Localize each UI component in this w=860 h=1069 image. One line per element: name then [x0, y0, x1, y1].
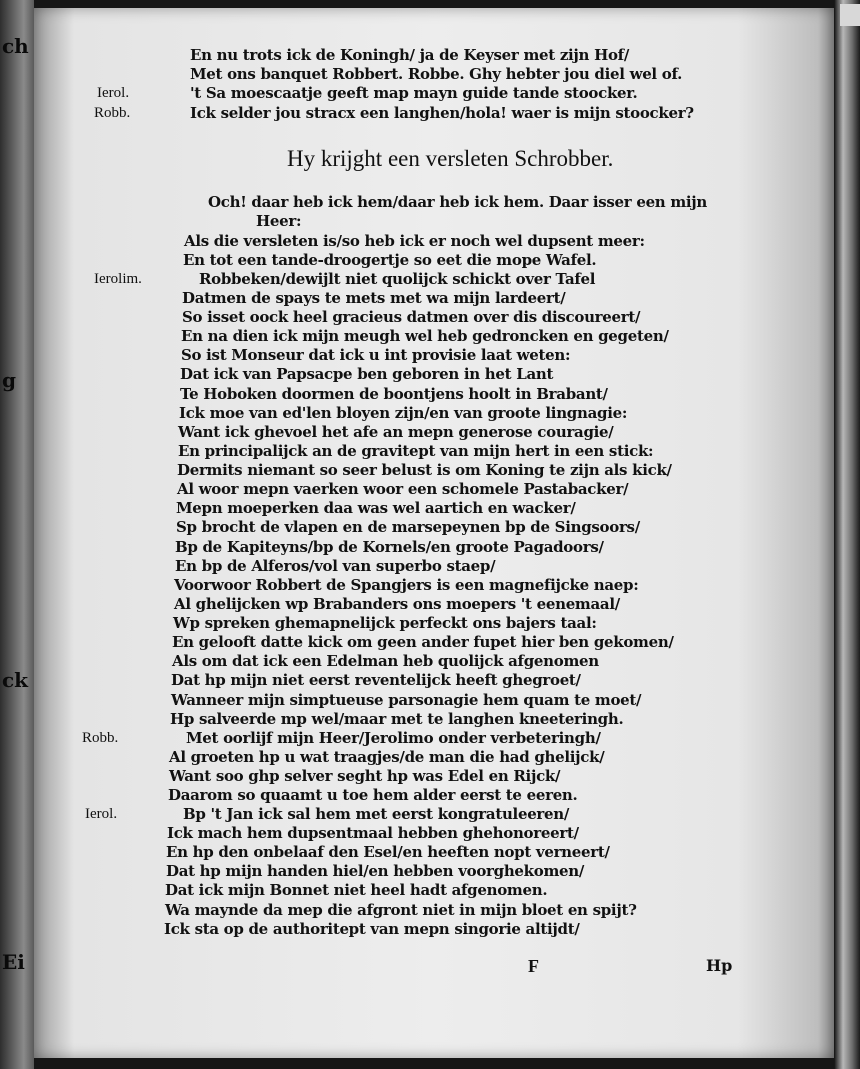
verse-line: Want soo ghp selver seght hp was Edel en Rijck/ [169, 767, 561, 785]
left-page-fragment: Ei [2, 950, 25, 974]
verse-line: Wanneer mijn simptueuse parsonagie hem quam te moet/ [171, 691, 642, 709]
verse-line: Voorwoor Robbert de Spangjers is een magnefijcke naep: [174, 576, 639, 594]
verse-line: So ist Monseur dat ick u int provisie laat weten: [181, 346, 571, 364]
verse-line: Wa maynde da mep die afgront niet in mijn bloet en spijt? [165, 901, 637, 919]
verse-line: Ick moe van ed'len bloyen zijn/en van groote lingnagie: [179, 404, 628, 422]
verse-line: Wp spreken ghemapnelijck perfeckt ons bajers taal: [173, 614, 597, 632]
verse-line: Dat ick mijn Bonnet niet heel hadt afgenomen. [165, 881, 548, 899]
verse-line: Daarom so quaamt u toe hem alder eerst te eeren. [168, 786, 578, 804]
verse-line: Want ick ghevoel het afe an mepn generose couragie/ [178, 423, 614, 441]
verse-line: Al groeten hp u wat traagjes/de man die had ghelijck/ [169, 748, 605, 766]
verse-line: Dat hp mijn handen hiel/en hebben voorghekomen/ [166, 862, 585, 880]
left-page-fragment: ch [2, 34, 29, 58]
verse-line: En tot een tande-droogertje so eet die mope Wafel. [183, 251, 597, 269]
corner-label [840, 4, 860, 26]
verse-line: Robbeken/dewijlt niet quolijck schickt over Tafel [199, 270, 596, 288]
scene-heading: Hy krijght een versleten Schrobber. [287, 146, 614, 171]
verse-line: En principalijck an de gravitept van mijn hert in een stick: [178, 442, 654, 460]
verse-line: En na dien ick mijn meugh wel heb gedroncken en gegeten/ [181, 327, 669, 345]
speaker-label: Ierolim. [94, 271, 142, 287]
verse-line: Hp salveerde mp wel/maar met te langhen kneeteringh. [170, 710, 624, 728]
verse-line: So isset oock heel gracieus datmen over dis discoureert/ [182, 308, 641, 326]
verse-line: Dermits niemant so seer belust is om Koning te zijn als kick/ [177, 461, 672, 479]
speaker-label: Robb. [94, 105, 131, 121]
speaker-label: Robb. [82, 730, 119, 746]
verse-line: 't Sa moescaatje geeft map mayn guide tande stoocker. [190, 84, 638, 102]
verse-line: Mepn moeperken daa was wel aartich en wacker/ [176, 499, 576, 517]
verse-line: En hp den onbelaaf den Esel/en heeften nopt verneert/ [166, 843, 610, 861]
left-page-fragment: ck [2, 668, 29, 692]
speaker-label: Ierol. [97, 85, 130, 101]
verse-line: Och! daar heb ick hem/daar heb ick hem. Daar isser een mijn [208, 193, 708, 211]
verse-line: Bp de Kapiteyns/bp de Kornels/en groote Pagadoors/ [175, 538, 604, 556]
left-page-edge [0, 0, 34, 1069]
verse-line: Datmen de spays te mets met wa mijn lardeert/ [182, 289, 566, 307]
verse-line: Dat hp mijn niet eerst reventelijck heeft ghegroet/ [171, 671, 581, 689]
verse-line: Sp brocht de vlapen en de marsepeynen bp de Singsoors/ [176, 518, 640, 536]
verse-line: Als om dat ick een Edelman heb quolijck afgenomen [172, 652, 599, 670]
verse-line: Al ghelijcken wp Brabanders ons moepers 't eenemaal/ [174, 595, 620, 613]
verse-line: Dat ick van Papsacpe ben geboren in het Lant [180, 365, 554, 383]
signature-mark: F [528, 956, 539, 976]
verse-line: Als die versleten is/so heb ick er noch wel dupsent meer: [184, 232, 645, 250]
verse-line: Bp 't Jan ick sal hem met eerst kongratuleeren/ [183, 805, 570, 823]
speaker-label: Ierol. [85, 806, 118, 822]
verse-line: Ick mach hem dupsentmaal hebben ghehonoreert/ [167, 824, 579, 842]
verse-line: En bp de Alferos/vol van superbo staep/ [175, 557, 496, 575]
verse-line: Ick sta op de authoritept van mepn singorie altijdt/ [164, 920, 580, 938]
verse-line: Al woor mepn vaerken woor een schomele Pastabacker/ [177, 480, 629, 498]
verse-line: En nu trots ick de Koningh/ ja de Keyser met zijn Hof/ [190, 46, 629, 64]
verse-line: Met oorlijf mijn Heer/Jerolimo onder verbeteringh/ [186, 729, 601, 747]
catchword: Hp [706, 956, 733, 975]
left-page-fragment: g [2, 368, 16, 392]
right-page-edge [834, 0, 860, 1069]
verse-line: Ick selder jou stracx een langhen/hola! waer is mijn stoocker? [190, 104, 694, 122]
verse-line: Heer: [256, 212, 302, 230]
verse-line: Met ons banquet Robbert. Robbe. Ghy hebter jou diel wel of. [190, 65, 683, 83]
verse-line: Te Hoboken doormen de boontjens hoolt in Brabant/ [180, 385, 608, 403]
verse-line: En gelooft datte kick om geen ander fupet hier ben gekomen/ [172, 633, 674, 651]
